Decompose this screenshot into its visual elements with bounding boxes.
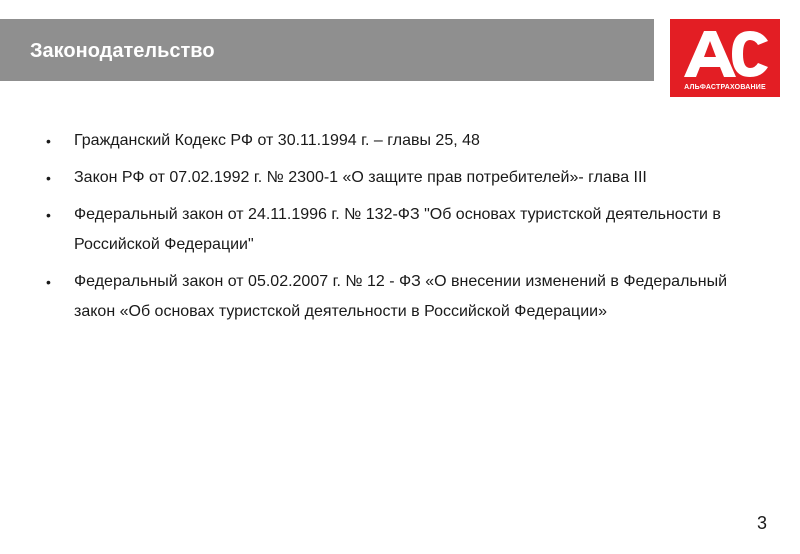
bullet-icon: • bbox=[46, 133, 51, 149]
list-item-text: Закон РФ от 07.02.1992 г. № 2300-1 «О защите прав потребителей»- глава III bbox=[74, 169, 647, 186]
slide-title: Законодательство bbox=[30, 40, 215, 62]
list-item-text: Федеральный закон от 24.11.1996 г. № 132-ФЗ "Об основах туристской деятельности в Российской Федерации" bbox=[74, 206, 721, 253]
list-item bbox=[44, 267, 744, 327]
header-bar bbox=[0, 19, 654, 81]
bullet-icon: • bbox=[46, 274, 51, 290]
bullet-list bbox=[44, 126, 744, 334]
bullet-icon: • bbox=[46, 170, 51, 186]
brand-logo bbox=[670, 19, 780, 97]
list-item-text: Гражданский Кодекс РФ от 30.11.1994 г. – главы 25, 48 bbox=[74, 132, 480, 149]
bullet-icon: • bbox=[46, 207, 51, 223]
list-item bbox=[44, 163, 744, 193]
list-item-text: Федеральный закон от 05.02.2007 г. № 12 - ФЗ «О внесении изменений в Федеральный закон «Об основах туристской деятельности в Российской Федерации» bbox=[74, 273, 728, 320]
list-item bbox=[44, 200, 744, 260]
page-number: 3 bbox=[756, 513, 767, 533]
list-item bbox=[44, 126, 744, 156]
logo-caption: АЛЬФАСТРАХОВАНИЕ bbox=[684, 84, 766, 91]
